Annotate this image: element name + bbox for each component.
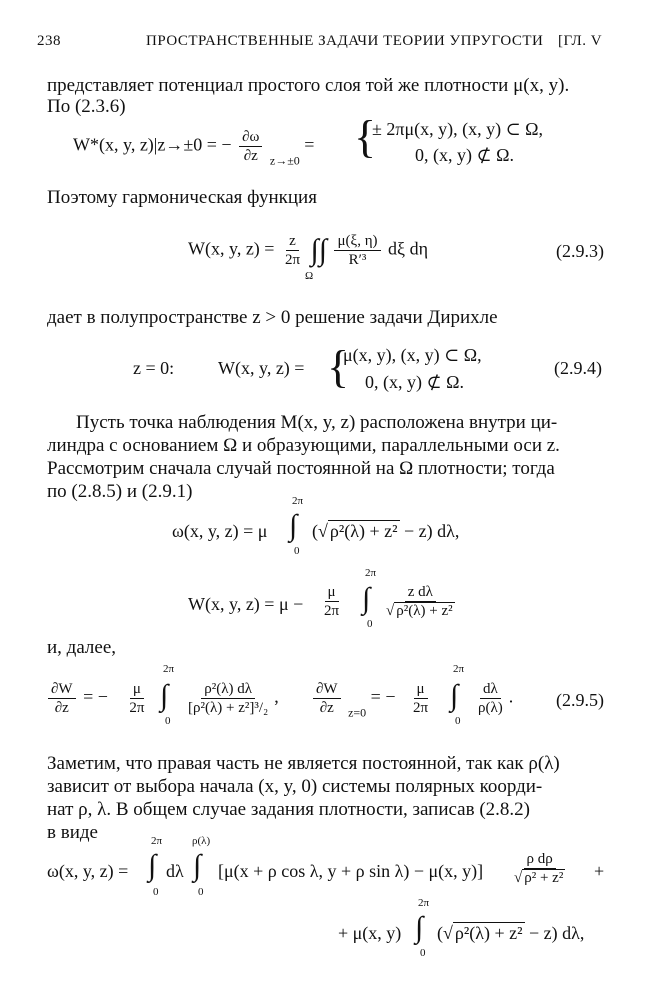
fraction (383, 583, 458, 620)
eq-295-int2-den: ρ(λ) (478, 700, 503, 716)
fraction-denominator: √ ρ² + z² (514, 870, 564, 886)
eq-W-upper-limit: 2π (365, 567, 377, 579)
eq-last2-upper: 2π (418, 897, 430, 909)
eq-W-frac (318, 583, 345, 620)
eq-294-lhs: W(x, y, z) = (218, 358, 305, 378)
eq-last2-lower: 0 (420, 947, 426, 959)
eq-omega-body: (√ ρ²(λ) + z² − z) dλ, (312, 521, 460, 541)
paragraph-4-line-1: Пусть точка наблюдения M(x, y, z) расположена внутри ци- (76, 412, 558, 433)
eq-295-lower-2: 0 (455, 715, 461, 727)
eq-295-2pi-2: 2π (412, 700, 429, 716)
paragraph-1-line-2: По (2.3.6) (47, 96, 126, 117)
eq-236-case-2: 0, (x, y) ⊄ Ω. (415, 145, 514, 165)
eq-last-lower-1: 0 (153, 886, 159, 898)
eq-295-upper-2: 2π (453, 663, 465, 675)
eq-last-upper-1: 2π (151, 835, 163, 847)
fraction (126, 680, 147, 717)
eq-294-case-2: 0, (x, y) ⊄ Ω. (365, 372, 464, 392)
eq-omega-lower-limit: 0 (294, 545, 300, 557)
paragraph-4-line-4: по (2.8.5) и (2.9.1) (47, 481, 193, 502)
eq-last-frac-num: ρ dρ (524, 850, 556, 869)
eq-295-int2-num: dλ (480, 680, 501, 699)
eq-omega-lhs: ω(x, y, z) = μ (172, 521, 268, 541)
eq-W-frac-num: μ (325, 583, 339, 602)
eq-293-domain: Ω (305, 270, 314, 282)
eq-293-number: (2.9.3) (556, 241, 604, 261)
eq-293-integrand (334, 232, 380, 269)
eq-295-integrand-2: $\frac{d\lambda}{\rho(\lambda)}$ . (472, 680, 513, 717)
equation-293 (188, 232, 428, 269)
eq-295-eq-1: = − (83, 686, 108, 707)
eq-295-integrand-1: $\frac{\text{ρ²(λ) dλ}}{\text{[ρ²(λ) + z²]³/₂}}$ , (182, 680, 279, 717)
paragraph-6-line-3: нат ρ, λ. В общем случае задания плотности, записав (2.8.2) (47, 799, 530, 820)
eq-293-integrand-den: R′³ (348, 252, 367, 268)
left-brace: { (354, 111, 377, 162)
eq-236-fraction (239, 128, 262, 165)
eq-295-lower-1: 0 (165, 715, 171, 727)
paragraph-5: и, далее, (47, 637, 117, 658)
eq-295-mu-2: μ (414, 680, 428, 699)
integral-sign: ∫ (160, 679, 169, 712)
eq-295-upper-1: 2π (163, 663, 175, 675)
eq-236-frac-den: ∂z (243, 148, 258, 164)
eq-295-2pi-1: 2π (129, 700, 145, 716)
eq-W-integrand (380, 583, 461, 620)
eq-295-dWdz-den-2: ∂z (319, 700, 334, 716)
eq-last-lhs: ω(x, y, z) = (47, 861, 129, 881)
eq-W-int-den: ρ²(λ) + z² (396, 603, 453, 619)
eq-last-lower-2: 0 (198, 886, 204, 898)
eq-236-case-1: ± 2πμ(x, y), (x, y) ⊂ Ω, (372, 119, 544, 139)
fraction-denominator: √ ρ²(λ) + z² (386, 603, 453, 619)
eq-omega-sqrt: ρ²(λ) + z² (329, 521, 398, 541)
paragraph-2: Поэтому гармоническая функция (47, 187, 317, 208)
integral-sign: ∫ (450, 679, 459, 712)
eq-295-subscript: z=0 (348, 705, 367, 720)
eq-236-frac-num: ∂ω (239, 128, 262, 147)
eq-293-integrand-num: μ(ξ, η) (334, 232, 380, 251)
fraction (313, 680, 341, 717)
chapter-label: [ГЛ. V (558, 33, 603, 49)
eq-295-number: (2.9.5) (556, 690, 604, 710)
paragraph-4-line-3: Рассмотрим сначала случай постоянной на Ω плотности; тогда (47, 458, 555, 479)
eq-293-lhs: W(x, y, z) = (188, 238, 275, 259)
paragraph-6-line-2: зависит от выбора начала (x, y, 0) системы полярных коорди- (47, 776, 543, 797)
eq-omega-tail: − z) dλ, (404, 521, 460, 541)
eq-295-dWdz-num: ∂W (48, 680, 76, 699)
eq-294-condition: z = 0: (133, 358, 175, 378)
eq-294-number: (2.9.4) (554, 358, 602, 378)
double-integral-sign: ∫∫ (310, 233, 327, 267)
paragraph-3: дает в полупространстве z > 0 решение задачи Дирихле (47, 307, 498, 328)
paragraph-1-line-1: представляет потенциал простого слоя той же плотности μ(x, y). (47, 75, 570, 96)
page-number: 238 (37, 33, 61, 49)
fraction (475, 680, 506, 717)
paragraph-4-line-2: линдра с основанием Ω и образующими, параллельными оси z. (47, 435, 560, 456)
eq-last2-sqrt: ρ²(λ) + z² (454, 923, 523, 943)
eq-295-eq-2: = − (370, 686, 396, 707)
eq-236-lhs: W*(x, y, z)|z→±0 = − (73, 134, 232, 155)
eq-294-case-1: μ(x, y), (x, y) ⊂ Ω, (343, 345, 482, 365)
eq-last-upper-2: ρ(λ) (192, 835, 211, 847)
eq-last2-body: (√ ρ²(λ) + z² − z) dλ, (437, 923, 585, 943)
eq-295-mu-1: μ (130, 680, 144, 699)
eq-last-frac-den: ρ² + z² (524, 870, 564, 886)
eq-293-differentials: dξ dη (388, 238, 428, 259)
fraction (185, 680, 271, 717)
fraction (321, 583, 342, 620)
integral-sign: ∫ (362, 582, 371, 615)
fraction (410, 680, 431, 717)
eq-last-plus: + (594, 861, 605, 881)
paragraph-6-line-1: Заметим, что правая часть не является постоянной, так как ρ(λ) (47, 753, 560, 774)
eq-last-dlambda: dλ (166, 861, 184, 881)
eq-295-int1-den: [ρ²(λ) + z²]³/₂ (188, 700, 269, 716)
eq-295-int1-num: ρ²(λ) dλ (201, 680, 255, 699)
integral-sign: ∫ (193, 849, 202, 882)
paragraph-6-line-4: в виде (47, 822, 98, 843)
eq-295-dWdz-den: ∂z (54, 700, 69, 716)
eq-last2-lhs: + μ(x, y) (338, 923, 402, 943)
eq-293-coef-num: z (286, 232, 299, 251)
eq-293-coef-den: 2π (284, 252, 301, 268)
eq-last-fraction (508, 850, 571, 887)
left-brace: { (327, 341, 350, 392)
fraction (48, 680, 76, 717)
eq-omega-upper-limit: 2π (292, 495, 304, 507)
eq-last-bracket: [μ(x + ρ cos λ, y + ρ sin λ) − μ(x, y)] (218, 861, 484, 881)
equation-236: W*(x, y, z)|z→±0 = − $\frac{\partial\omega}{\partial z}$ $_{z\to\pm 0}$ = (73, 129, 315, 168)
eq-295-dWdz-num-2: ∂W (313, 680, 341, 699)
integral-sign: ∫ (289, 509, 298, 542)
eq-W-frac-den: 2π (324, 603, 340, 619)
eq-293-coef (282, 232, 303, 269)
eq-W-int-num: z dλ (405, 583, 436, 602)
integral-sign: ∫ (148, 849, 157, 882)
eq-W-lower-limit: 0 (367, 618, 373, 630)
eq-last2-tail: − z) dλ, (529, 923, 585, 943)
running-title: ПРОСТРАНСТВЕННЫЕ ЗАДАЧИ ТЕОРИИ УПРУГОСТИ (146, 33, 544, 49)
fraction (511, 850, 568, 887)
equation-295-right (310, 680, 434, 721)
integral-sign: ∫ (415, 911, 424, 944)
equation-295-left (45, 680, 150, 717)
eq-W-lhs: W(x, y, z) = μ − (188, 594, 304, 614)
eq-236-subscript: z→±0 (269, 153, 300, 168)
